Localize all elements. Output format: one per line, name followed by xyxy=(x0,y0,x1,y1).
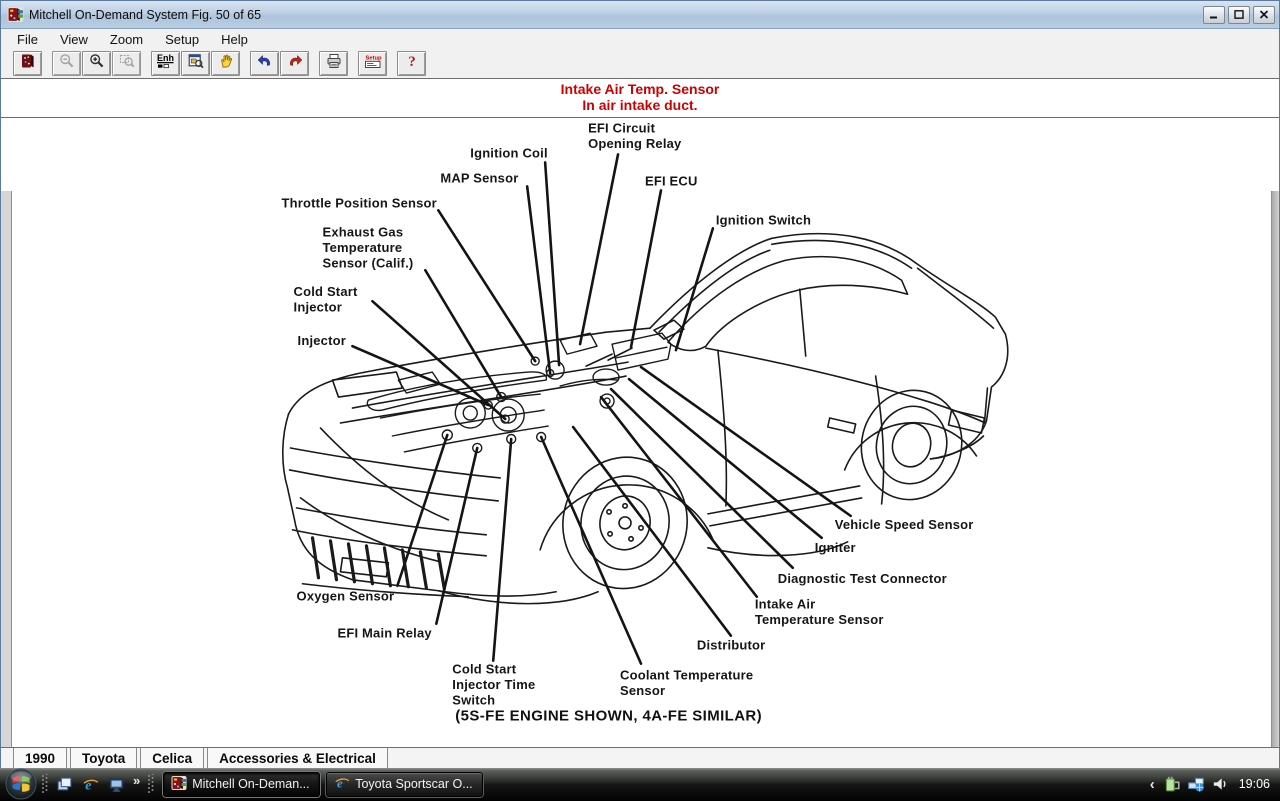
tab-toyota[interactable]: Toyota xyxy=(70,748,137,768)
maximize-icon xyxy=(1234,10,1244,19)
svg-text:e: e xyxy=(337,775,344,790)
menu-setup[interactable]: Setup xyxy=(165,31,200,47)
quick-launch-display[interactable] xyxy=(105,773,127,795)
start-button[interactable] xyxy=(4,768,38,800)
diagram-label-exhaust-gas-temperature-sensor: Exhaust Gas Temperature Sensor (Calif.) xyxy=(322,224,414,271)
zoom-out-button xyxy=(52,51,81,76)
graphic-window-button[interactable] xyxy=(181,51,210,76)
tab-1990[interactable]: 1990 xyxy=(13,748,67,768)
arrow-back-icon xyxy=(256,53,274,74)
celica-component-diagram xyxy=(1,118,1279,747)
diagram-label-efi-circuit-opening-relay: EFI Circuit Opening Relay xyxy=(588,120,682,151)
windows-logo-icon xyxy=(4,767,38,801)
diagram-label-ignition-coil: Ignition Coil xyxy=(470,145,548,161)
diagram-label-throttle-position-sensor: Throttle Position Sensor xyxy=(281,195,437,211)
quick-launch-overflow-chevron[interactable]: » xyxy=(133,772,141,788)
tray-network-icon[interactable] xyxy=(1187,775,1205,793)
diagram-label-intake-air-temperature-sensor: Intake Air Temperature Sensor xyxy=(754,596,884,628)
figure-note-line2: In air intake duct. xyxy=(582,97,698,113)
mitchell-icon xyxy=(171,775,187,794)
leader-line-igniter xyxy=(629,379,822,538)
maximize-button[interactable] xyxy=(1228,6,1250,24)
quick-launch-show-windows[interactable] xyxy=(53,773,75,795)
diagram-label-cold-start-injector: Cold Start Injector xyxy=(293,284,358,315)
leader-line-vehicle-speed-sensor xyxy=(641,367,851,516)
menu-bar xyxy=(1,29,1279,49)
enhance-image-button[interactable] xyxy=(151,51,180,76)
minimize-icon xyxy=(1209,10,1219,19)
diagram-label-efi-ecu: EFI ECU xyxy=(644,173,698,189)
zoom-window-icon xyxy=(118,53,136,74)
diagram-label-injector: Injector xyxy=(297,333,346,349)
close-icon xyxy=(1259,10,1269,19)
svg-text:e: e xyxy=(84,776,91,792)
tray-power-icon[interactable] xyxy=(1163,775,1181,793)
front-wheel xyxy=(549,444,701,602)
pan-hand-icon xyxy=(217,53,235,74)
leader-line-throttle-position-sensor xyxy=(438,210,535,361)
printer-icon xyxy=(325,53,343,74)
close-button[interactable] xyxy=(1253,6,1275,24)
diagram-label-coolant-temperature-sensor: Coolant Temperature Sensor xyxy=(620,667,754,699)
menu-view[interactable]: View xyxy=(59,31,88,47)
help-button[interactable] xyxy=(397,51,426,76)
diagram-label-ignition-switch: Ignition Switch xyxy=(715,212,812,228)
svg-text:?: ? xyxy=(407,53,416,69)
diagram-caption: (5S-FE ENGINE SHOWN, 4A-FE SIMILAR) xyxy=(455,707,763,725)
task-label: Mitchell On-Deman... xyxy=(192,777,310,791)
zoom-in-button[interactable] xyxy=(82,51,111,76)
setup-icon xyxy=(363,53,383,74)
ie-icon xyxy=(334,775,350,794)
zoom-out-icon xyxy=(58,53,76,74)
minimize-button[interactable] xyxy=(1203,6,1225,24)
menu-help[interactable]: Help xyxy=(221,31,248,47)
breadcrumb-tab-bar xyxy=(1,747,1279,768)
leader-line-efi-ecu xyxy=(631,190,661,347)
toolbar xyxy=(1,49,1279,79)
graphic-window-icon xyxy=(187,53,205,74)
quick-launch-internet-explorer[interactable] xyxy=(79,773,101,795)
help-icon xyxy=(402,53,422,74)
system-tray xyxy=(1150,775,1280,793)
exit-book-icon xyxy=(19,53,37,74)
next-figure-button[interactable] xyxy=(280,51,309,76)
arrow-forward-icon xyxy=(286,53,304,74)
leader-line-ignition-switch xyxy=(676,228,713,350)
menu-file[interactable]: File xyxy=(17,31,38,47)
svg-text:Enh: Enh xyxy=(156,52,174,63)
diagram-label-distributor: Distributor xyxy=(696,637,766,653)
leader-line-efi-main-relay xyxy=(436,448,477,624)
tab-accessories-electrical[interactable]: Accessories & Electrical xyxy=(207,748,388,768)
diagram-label-efi-main-relay: EFI Main Relay xyxy=(337,625,432,641)
diagram-label-diagnostic-test-connector: Diagnostic Test Connector xyxy=(777,570,947,586)
window-title: Mitchell On-Demand System Fig. 50 of 65 xyxy=(29,7,262,22)
diagram-label-cold-start-injector-time-switch: Cold Start Injector Time Switch xyxy=(452,661,536,708)
taskbar-clock[interactable]: 19:06 xyxy=(1238,777,1270,791)
menu-zoom[interactable]: Zoom xyxy=(109,31,144,47)
figure-note-line1: Intake Air Temp. Sensor xyxy=(560,81,720,97)
figure-canvas[interactable] xyxy=(1,118,1279,747)
leader-line-cold-start-injector-time-switch xyxy=(493,439,511,661)
figure-note xyxy=(1,79,1279,118)
zoom-window-button xyxy=(112,51,141,76)
diagram-label-vehicle-speed-sensor: Vehicle Speed Sensor xyxy=(834,516,974,532)
diagram-label-map-sensor: MAP Sensor xyxy=(440,170,519,186)
taskbar-task-toyota-sportscar-o-[interactable] xyxy=(326,772,483,797)
leader-line-efi-circuit-opening-relay xyxy=(580,154,618,344)
enhance-icon xyxy=(156,53,176,74)
task-label: Toyota Sportscar O... xyxy=(355,777,473,791)
tray-expand-chevron[interactable]: ‹ xyxy=(1149,775,1155,793)
taskbar-task-mitchell-on-deman-[interactable] xyxy=(163,772,320,797)
exit-figure-button[interactable] xyxy=(13,51,42,76)
title-bar[interactable] xyxy=(1,1,1279,29)
leader-line-map-sensor xyxy=(527,186,550,373)
taskbar xyxy=(0,768,1280,800)
quick-launch-handle[interactable] xyxy=(41,774,48,794)
rear-wheel xyxy=(850,380,973,511)
left-window-gutter xyxy=(1,191,12,747)
leader-line-ignition-coil xyxy=(545,162,559,365)
zoom-in-icon xyxy=(88,53,106,74)
svg-text:Setup: Setup xyxy=(365,55,382,61)
setup-button[interactable] xyxy=(358,51,387,76)
app-icon xyxy=(7,6,24,23)
right-window-gutter xyxy=(1271,191,1279,747)
quick-launch-handle[interactable] xyxy=(147,774,154,794)
pan-button[interactable] xyxy=(211,51,240,76)
diagram-label-oxygen-sensor: Oxygen Sensor xyxy=(296,588,395,604)
diagram-label-igniter: Igniter xyxy=(814,539,856,555)
tray-volume-icon[interactable] xyxy=(1211,775,1229,793)
print-button[interactable] xyxy=(319,51,348,76)
previous-figure-button[interactable] xyxy=(250,51,279,76)
tab-celica[interactable]: Celica xyxy=(140,748,204,768)
car-line-art xyxy=(283,234,1008,604)
